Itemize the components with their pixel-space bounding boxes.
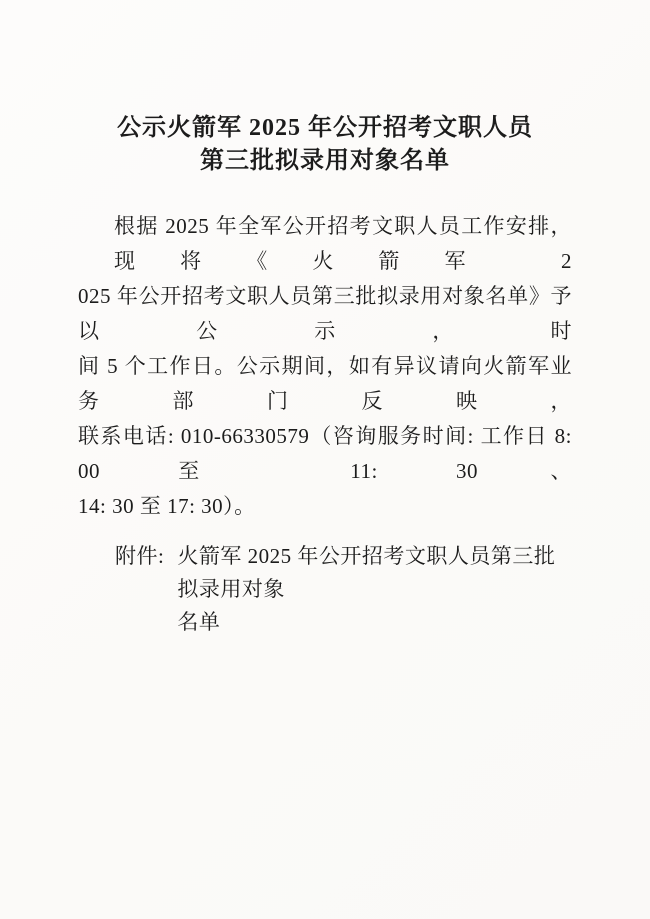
title-line-1: 公示火箭军 2025 年公开招考文职人员 [117, 115, 533, 141]
paragraph-line-4: 联系电话: 010-66330579（咨询服务时间: 工作日 8: 00 至 11: 30、 [78, 424, 572, 483]
attachment-note [78, 540, 572, 639]
attachment-title [177, 540, 572, 639]
paragraph-line-5: 14: 30 至 17: 30）。 [78, 494, 256, 518]
attachment-line-2: 名单 [177, 610, 221, 634]
paragraph-line-1: 根据 2025 年全军公开招考文职人员工作安排，现将《火箭军 2 [114, 214, 572, 273]
paragraph-line-3: 间 5 个工作日。公示期间，如有异议请向火箭军业务部门反映， [78, 354, 572, 413]
document-title [40, 112, 610, 178]
body-paragraph [78, 209, 572, 524]
attachment-line-1: 火箭军 2025 年公开招考文职人员第三批拟录用对象 [177, 544, 556, 601]
paragraph-line-2: 025 年公开招考文职人员第三批拟录用对象名单》予以公示，时 [78, 284, 572, 343]
title-line-2: 第三批拟录用对象名单 [200, 148, 450, 174]
attachment-label: 附件: [115, 544, 165, 568]
